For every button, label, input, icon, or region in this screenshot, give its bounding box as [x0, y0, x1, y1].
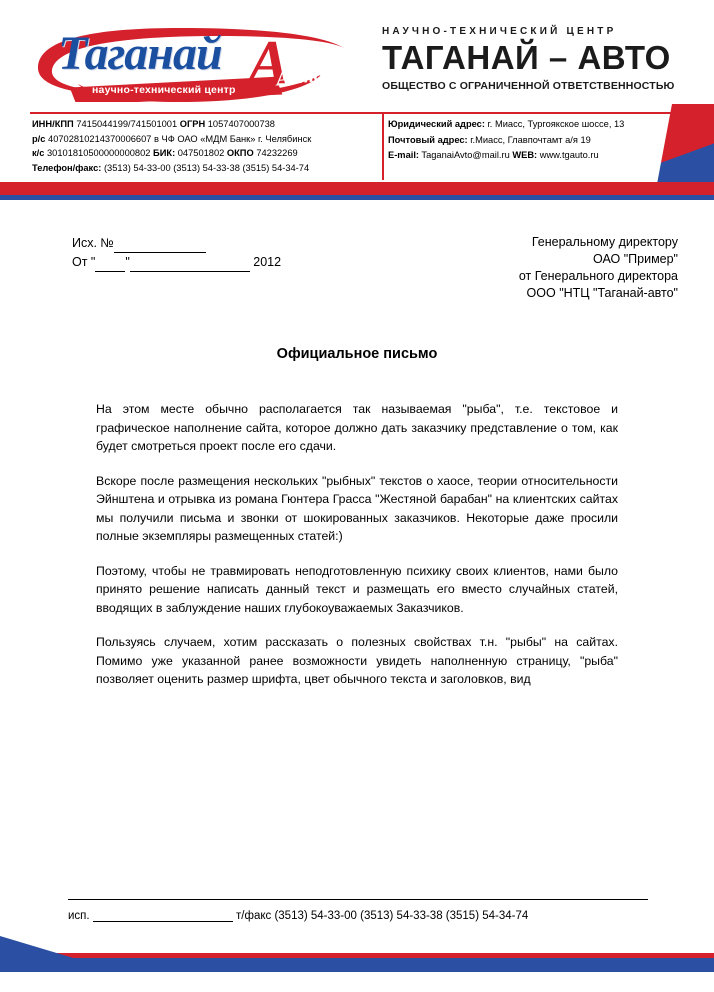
postal-address-line [388, 133, 688, 149]
phone-label: Телефон/факс: [32, 162, 102, 173]
bik-label: БИК: [153, 148, 176, 158]
company-eyebrow: НАУЧНО-ТЕХНИЧЕСКИЙ ЦЕНТР [382, 26, 617, 37]
logo-accent-letter: А [248, 29, 290, 97]
addressee-line-4: ООО "НТЦ "Таганай-авто" [526, 286, 678, 300]
bik-value: 047501802 [177, 148, 225, 158]
requisites-inn-line [32, 117, 380, 132]
company-heading [382, 26, 682, 92]
rs-label: р/с [32, 133, 46, 144]
addressee-block [519, 234, 678, 302]
ks-value: 30101810500000000802 [47, 148, 151, 158]
email-web-line [388, 148, 688, 164]
requisites-right [388, 117, 688, 164]
legal-address-value: г. Миасс, Тургоякское шоссе, 13 [487, 119, 625, 129]
date-year: 2012 [253, 255, 282, 269]
addressee-line-3: от Генерального директора [518, 269, 678, 283]
outgoing-number-input[interactable] [114, 239, 206, 253]
outgoing-date-row [72, 253, 281, 272]
addressee-line-1: Генеральному директору [531, 235, 678, 249]
phone-value: (3513) 54-33-00 (3513) 54-33-38 (3515) 54-34-74 [103, 162, 310, 173]
web-label: WEB: [512, 150, 538, 160]
date-label-mid: " [125, 255, 130, 269]
paragraph-3: Поэтому, чтобы не травмировать неподготовленную психику своих клиентов, нами было принято решение написать данный текст и размещать его вместо случайных статей, вводящих в заблуждение наших глубокоуважаемых Заказчиков. [96, 563, 618, 615]
requisites-ks-line [32, 146, 380, 161]
addressee-line-2: ОАО "Пример" [593, 252, 678, 266]
fax-label: т/факс [236, 910, 272, 922]
footer-performer-line [68, 908, 648, 922]
legal-address-line [388, 117, 688, 133]
requisites-divider [382, 114, 384, 180]
logo-wordmark: Таганай [58, 27, 222, 80]
requisites-rs-line [32, 132, 380, 147]
outgoing-number-label: Исх. № [72, 236, 114, 250]
logo-subtitle: научно-технический центр [92, 84, 236, 96]
logo-avto-text: Авто [274, 63, 325, 91]
document-header-fields [0, 210, 714, 300]
email-value[interactable]: TaganaiAvto@mail.ru [421, 150, 510, 160]
requisites-phone-line [32, 161, 380, 176]
okpo-label: ОКПО [226, 148, 254, 158]
company-legal-form: ОБЩЕСТВО С ОГРАНИЧЕННОЙ ОТВЕТСТВЕННОСТЬЮ [382, 80, 675, 92]
letter-text [96, 400, 618, 689]
requisites-left [32, 117, 380, 175]
date-day-input[interactable] [95, 258, 125, 272]
email-label: E-mail: [388, 150, 419, 160]
requisites-top-rule [30, 112, 686, 114]
web-value[interactable]: www.tgauto.ru [539, 150, 599, 160]
date-label-from: От " [72, 255, 96, 269]
date-month-input[interactable] [130, 258, 250, 272]
paragraph-2: Вскоре после размещения нескольких "рыбных" текстов о хаосе, теории относительности Эйнштена и отрывка из романа Гюнтера Грасса "Жестяной барабан" на клиентских сайтах мы получили письма и звонки от шокированных заказчиков. Некоторые даже просили полные экземпляры размещенных статей:) [96, 473, 618, 543]
ks-label: к/с [32, 148, 45, 158]
paragraph-1: На этом месте обычно располагается так называемая "рыба", т.е. текстовое и графическое наполнение сайта, которое должно дать заказчику представление о том, как будет смотреться проект после его сдачи. [96, 402, 618, 453]
footer-rule [68, 899, 648, 900]
document-title: Официальное письмо [276, 346, 438, 362]
postal-address-value: г.Миасс, Главпочтамт а/я 19 [470, 134, 591, 145]
document-body [0, 210, 714, 705]
outgoing-fields [72, 234, 281, 272]
footer-phones: (3513) 54-33-00 (3513) 54-33-38 (3515) 54-34-74 [274, 910, 529, 922]
performer-label: исп. [68, 910, 90, 922]
company-logo [30, 18, 360, 106]
ogrn-label: ОГРН [179, 119, 206, 129]
inn-label: ИНН/КПП [32, 119, 74, 129]
rs-value: 40702810214370006607 в ЧФ ОАО «МДМ Банк» г. Челябинск [48, 133, 312, 144]
header-blue-band [0, 195, 714, 200]
okpo-value: 74232269 [256, 148, 298, 158]
paragraph-4: Пользуясь случаем, хотим рассказать о полезных свойствах т.н. "рыбы" на сайтах. Помимо уже указанной ранее возможности увидеть наполненную страницу, "рыба" позволяет оценить размер шрифта, цвет обычного текста и заголовков, вид [96, 635, 618, 686]
header-red-band [0, 182, 714, 195]
letterhead [0, 0, 714, 200]
legal-address-label: Юридический адрес: [388, 119, 485, 129]
company-name: ТАГАНАЙ – АВТО [382, 39, 671, 76]
ogrn-value: 1057407000738 [207, 119, 275, 129]
postal-address-label: Почтовый адрес: [388, 134, 468, 145]
inn-value: 7415044199/741501001 [76, 119, 178, 129]
performer-input[interactable] [93, 908, 233, 922]
outgoing-number-row [72, 234, 281, 253]
